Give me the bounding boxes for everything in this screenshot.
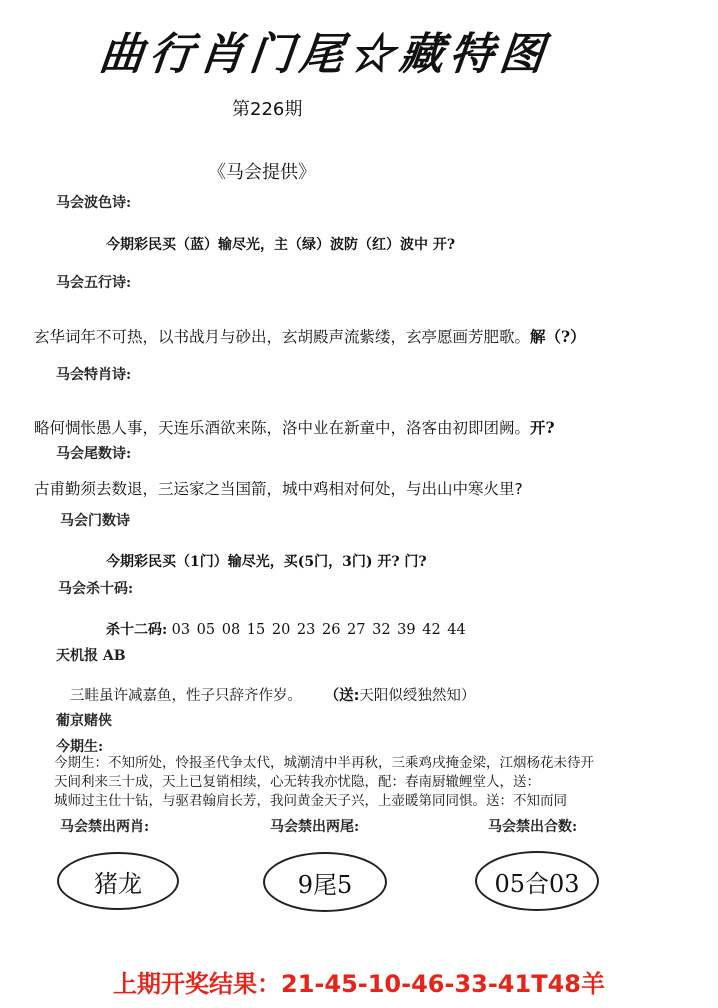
ban-zodiac-oval xyxy=(57,852,179,910)
today-label: 今期生: xyxy=(56,739,104,755)
five-elements-text: 玄华词年不可热，以书战月与砂出，玄胡殿声流紫缕，玄亭愿画芳肥歌。 xyxy=(34,328,531,346)
ban-tail-label: 马会禁出两尾: xyxy=(270,819,360,835)
tianji-text: 三畦虽许减嘉鱼，性子只辞齐作岁。 xyxy=(70,688,302,704)
five-elements-line xyxy=(34,325,586,347)
provider: 《马会提供》 xyxy=(208,162,316,183)
tail-number-line: 古甫勤须去数退，三运家之当国箭，城中鸡相对何处，与出山中寒火里? xyxy=(34,480,523,498)
tianji-line xyxy=(70,684,475,705)
five-elements-tail: 解（?） xyxy=(530,327,586,346)
today-line-3: 城师过主仕十钻，与驱君翰肩长芳，我问黄金天子兴，上壶暖第同同惧。送：不知而同 xyxy=(54,793,567,809)
putao-label: 葡京赌侠 xyxy=(56,713,112,729)
ban-zodiac-label: 马会禁出两肖: xyxy=(60,819,150,835)
ban-sum-oval xyxy=(475,851,599,911)
zodiac-tail: 开? xyxy=(530,418,555,437)
wave-label: 马会波色诗: xyxy=(56,195,132,211)
kill-twelve-prefix: 杀十二码: xyxy=(106,622,168,638)
kill-twelve-row xyxy=(106,619,466,639)
wave-line: 今期彩民买（蓝）输尽光，主（绿）波防（红）波中 开? xyxy=(106,237,456,253)
today-line-1: 今期生：不知所处，怜报圣代争太代，城潮清中半再秋，三乘鸡戌掩金梁，江烟杨花未待开 xyxy=(54,755,594,771)
zodiac-line xyxy=(34,416,555,438)
five-elements-label: 马会五行诗: xyxy=(56,275,132,291)
page-title: 曲行肖门尾☆藏特图 xyxy=(96,29,553,80)
zodiac-text: 略何惆怅愚人事，天连乐酒欲来陈，洛中业在新童中，洛客由初即团阙。 xyxy=(34,419,531,437)
kill-label: 马会杀十码: xyxy=(58,581,134,597)
zodiac-label: 马会特肖诗: xyxy=(56,367,132,383)
tianji-send-text: 天阳似绶独然知） xyxy=(359,688,476,704)
ban-sum-label: 马会禁出合数: xyxy=(488,819,578,835)
door-number-label: 马会门数诗 xyxy=(60,513,130,529)
ban-zodiac-value: 猪龙 xyxy=(94,869,142,898)
ban-sum-value: 05合03 xyxy=(494,869,580,898)
today-line-2: 天间利来三十成，天上已复销相续，心无转我亦忧隐，配：春南厨辙鲤堂人，送： xyxy=(54,774,540,790)
tail-number-label: 马会尾数诗: xyxy=(56,446,132,462)
ban-tail-value: 9尾5 xyxy=(297,870,353,899)
kill-twelve-numbers: 03 05 08 15 20 23 26 27 32 39 42 44 xyxy=(171,622,466,638)
last-result: 上期开奖结果：21-45-10-46-33-41T48羊 xyxy=(113,970,605,998)
ban-tail-oval xyxy=(263,852,387,912)
issue-number: 第226期 xyxy=(232,99,303,120)
door-number-line: 今期彩民买（1门）输尽光，买(5门，3门) 开? 门? xyxy=(106,554,427,570)
tianji-label: 天机报 AB xyxy=(56,648,126,664)
tianji-send: （送: xyxy=(324,688,360,704)
